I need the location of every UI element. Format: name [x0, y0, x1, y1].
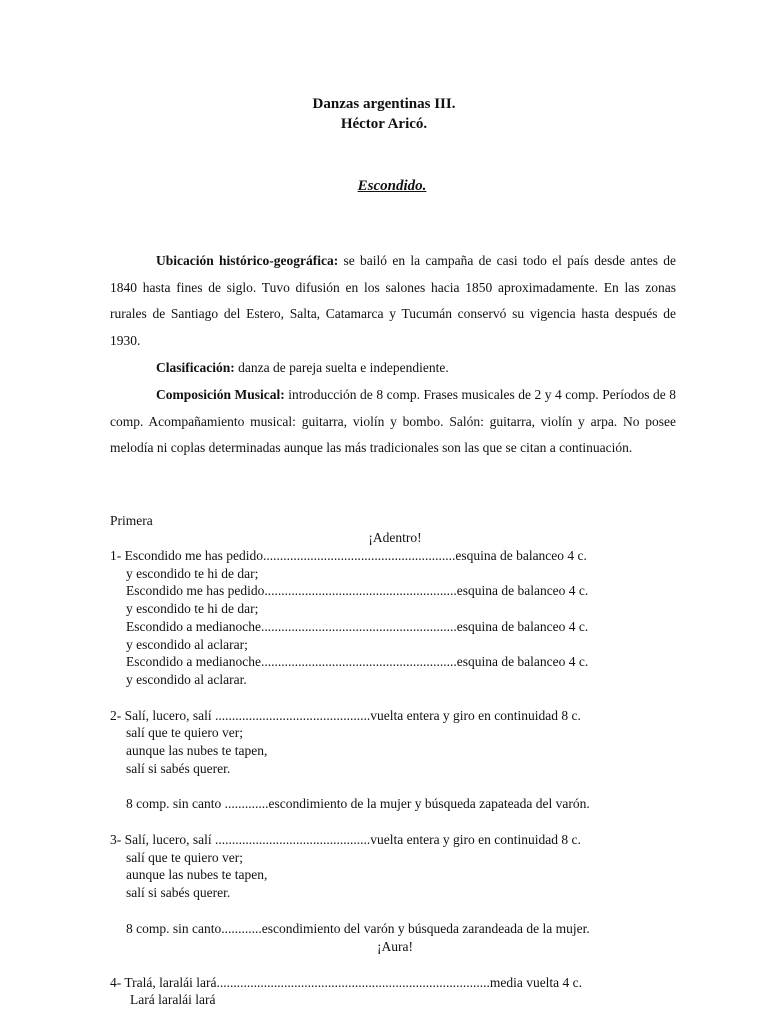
instrumental-line: 8 comp. sin canto............escondimiento del varón y búsqueda zarandeada de la mujer. [126, 921, 590, 936]
lyric-line: aunque las nubes te tapen, [126, 743, 268, 758]
composicion-label: Composición Musical: [156, 387, 285, 402]
lyric-line: 2- Salí, lucero, salí ..............................................vuelta entera y giro en continuidad 8 c. [110, 708, 581, 723]
lyric-line: salí si sabés querer. [126, 761, 231, 776]
ubicacion-text: se bailó en la campaña de casi todo el país desde antes de 1840 hasta fines de siglo. Tuvo difusión en los salones hacia 1850 aproximadamente. En las zonas rurales de Santiago del Estero, Salta, Catamarca y Tucumán conservó su vigencia hasta después de 1930. [110, 253, 676, 349]
lyric-line: Escondido a medianoche..........................................................esquina de balanceo 4 c. [126, 619, 589, 634]
section-primera: Primera [110, 513, 153, 528]
lyric-line: 1- Escondido me has pedido.........................................................esquina de balanceo 4 c. [110, 548, 587, 563]
paragraph-clasificacion [110, 355, 676, 382]
call-adentro: ¡Adentro! [368, 530, 422, 545]
lyric-line: 3- Salí, lucero, salí ..............................................vuelta entera y giro en continuidad 8 c. [110, 832, 581, 847]
instrumental-line: 8 comp. sin canto .............escondimiento de la mujer y búsqueda zapateada del varón. [126, 796, 590, 811]
lyric-line: Lará laralái lará [130, 992, 216, 1007]
title-block [0, 94, 768, 134]
document-title: Danzas argentinas III. [312, 96, 456, 112]
lyric-line: y escondido te hi de dar; [126, 566, 259, 581]
lyric-line: Escondido me has pedido.........................................................esquina de balanceo 4 c. [126, 583, 589, 598]
lyric-line: salí que te quiero ver; [126, 850, 243, 865]
lyric-line: y escondido al aclarar; [126, 637, 248, 652]
lyric-line: salí que te quiero ver; [126, 725, 243, 740]
composicion-text: introducción de 8 comp. Frases musicales de 2 y 4 comp. Períodos de 8 comp. Acompañamiento musical: guitarra, violín y bombo. Salón: guitarra, violín y arpa. No posee melodía ni coplas determinadas aunque las más tradicionales son las que se citan a continuación. [110, 387, 676, 456]
lyric-line: 4- Tralá, laralái lará.................................................................................media vuelta 4 c. [110, 975, 583, 990]
clasificacion-label: Clasificación: [156, 360, 235, 375]
lyric-line: y escondido al aclarar. [126, 672, 247, 687]
lyric-line: aunque las nubes te tapen, [126, 867, 268, 882]
ubicacion-label: Ubicación histórico-geográfica: [156, 253, 339, 268]
lyric-line: salí si sabés querer. [126, 885, 231, 900]
dance-title: Escondido. [357, 178, 427, 194]
lyric-line: Escondido a medianoche..........................................................esquina de balanceo 4 c. [126, 654, 589, 669]
call-aura: ¡Aura! [377, 939, 413, 954]
document-author: Héctor Aricó. [340, 116, 428, 132]
paragraph-composicion [110, 382, 676, 462]
lyric-line: y escondido te hi de dar; [126, 601, 259, 616]
paragraph-ubicacion [110, 248, 676, 355]
clasificacion-text: danza de pareja suelta e independiente. [234, 360, 449, 375]
